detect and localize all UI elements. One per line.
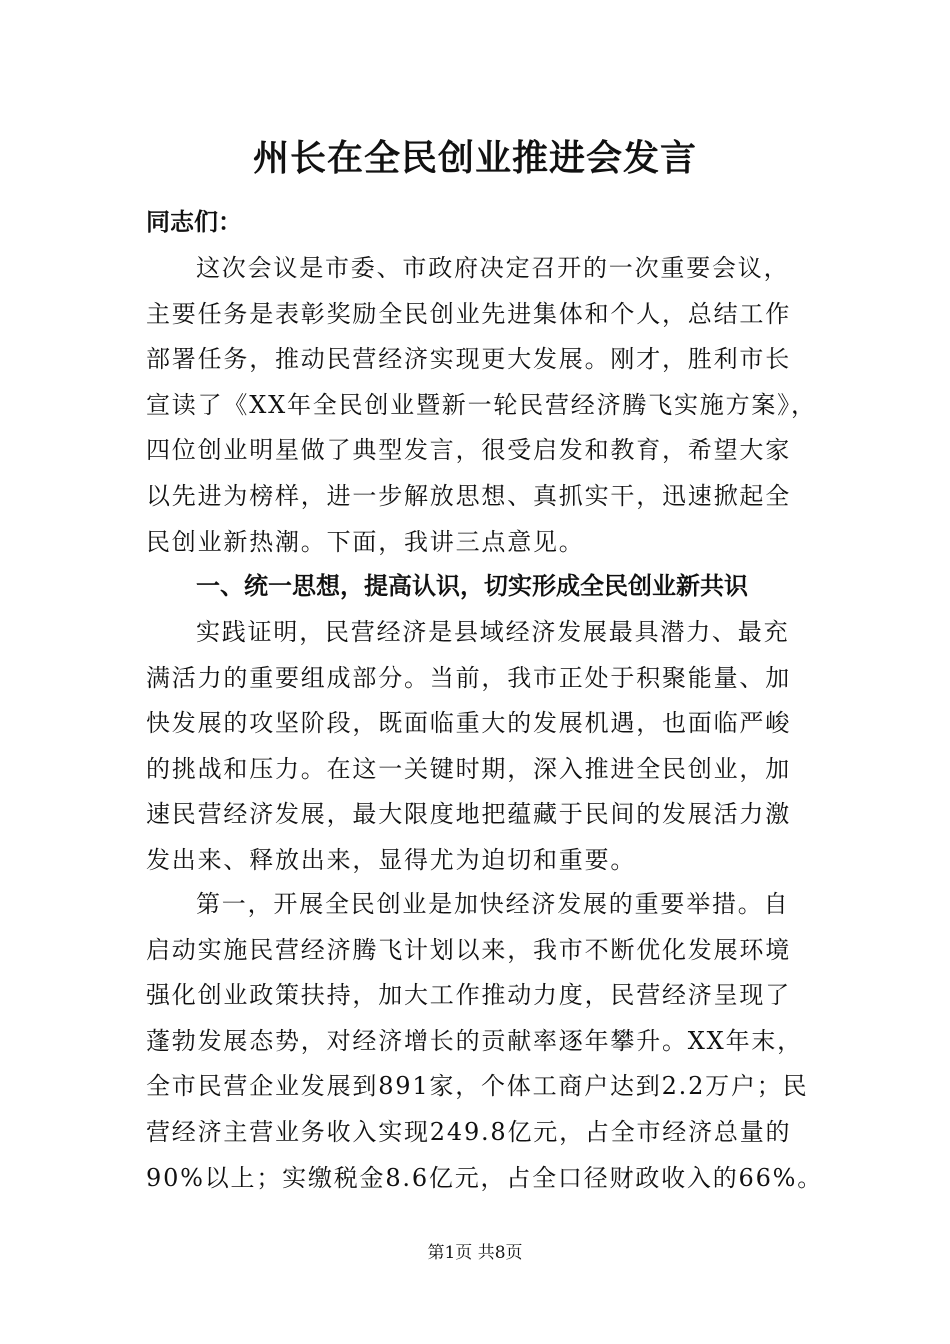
paragraph-1 xyxy=(146,246,817,565)
paragraph-line: 主要任务是表彰奖励全民创业先进集体和个人，总结工作 xyxy=(146,299,791,328)
paragraph-line: 这次会议是市委、市政府决定召开的一次重要会议， xyxy=(196,254,790,282)
section-heading: 一、统一思想，提高认识，切实形成全民创业新共识 xyxy=(196,572,748,600)
paragraph-line: 营经济主营业务收入实现249.8亿元，占全市经济总量的 xyxy=(146,1117,792,1146)
salutation: 同志们： xyxy=(146,208,242,236)
paragraph-line: 发出来、释放出来，显得尤为迫切和重要。 xyxy=(146,845,637,874)
paragraph-line: 以先进为榜样，进一步解放思想、真抓实干，迅速掀起全 xyxy=(146,481,791,510)
paragraph-line: 启动实施民营经济腾飞计划以来，我市不断优化发展环境 xyxy=(146,935,791,964)
paragraph-line: 速民营经济发展，最大限度地把蕴藏于民间的发展活力激 xyxy=(146,800,791,829)
paragraph-line: 四位创业明星做了典型发言，很受启发和教育，希望大家 xyxy=(146,436,791,465)
paragraph-line: 蓬勃发展态势，对经济增长的贡献率逐年攀升。XX年末， xyxy=(146,1026,803,1055)
paragraph-2 xyxy=(146,610,806,884)
paragraph-line: 第一，开展全民创业是加快经济发展的重要举措。自 xyxy=(196,890,790,918)
paragraph-3 xyxy=(146,882,824,1201)
paragraph-line: 快发展的攻坚阶段，既面临重大的发展机遇，也面临严峻 xyxy=(146,709,791,738)
paragraph-line: 强化创业政策扶持，加大工作推动力度，民营经济呈现了 xyxy=(146,981,791,1010)
paragraph-line: 满活力的重要组成部分。当前，我市正处于积聚能量、加 xyxy=(146,663,791,692)
paragraph-line: 民创业新热潮。下面，我讲三点意见。 xyxy=(146,527,585,556)
paragraph-line: 部署任务，推动民营经济实现更大发展。刚才，胜利市长 xyxy=(146,345,791,374)
paragraph-line: 90%以上；实缴税金8.6亿元，占全口径财政收入的66%。 xyxy=(146,1163,824,1192)
paragraph-line: 宣读了《XX年全民创业暨新一轮民营经济腾飞实施方案》， xyxy=(146,390,817,419)
paragraph-line: 的挑战和压力。在这一关键时期，深入推进全民创业，加 xyxy=(146,754,791,783)
paragraph-line: 实践证明，民营经济是县域经济发展最具潜力、最充 xyxy=(196,618,790,646)
paragraph-line: 全市民营企业发展到891家，个体工商户达到2.2万户；民 xyxy=(146,1072,809,1101)
page-number-footer: 第1页 共8页 xyxy=(427,1243,523,1263)
page-title: 州长在全民创业推进会发言 xyxy=(252,137,697,179)
